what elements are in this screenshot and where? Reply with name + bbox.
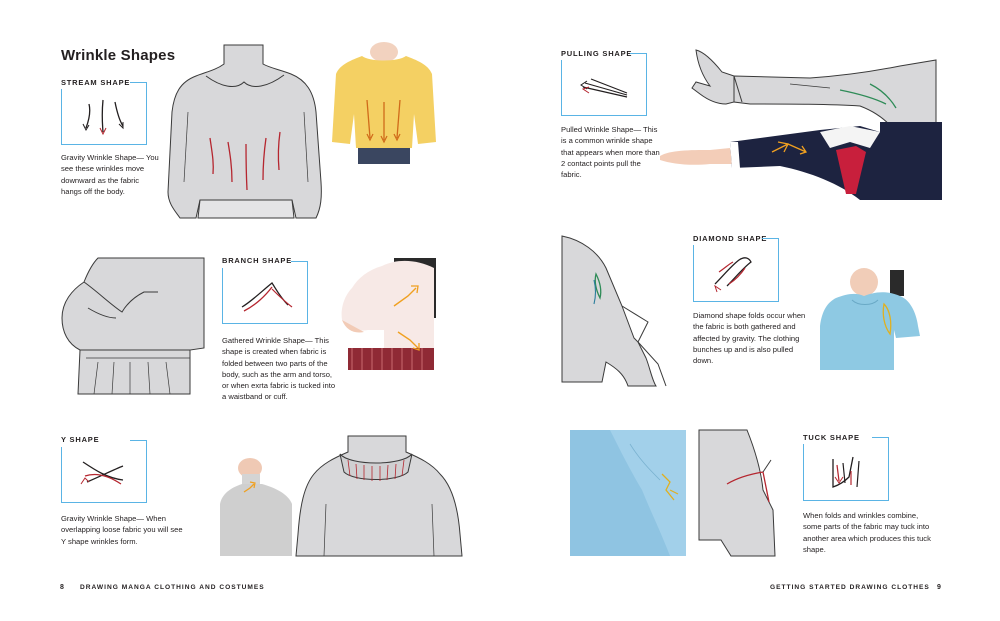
diamond-shape-description: Diamond shape folds occur when the fabric is both gathered and affected by gravity. The clothing bunches up and is also pulled down. [693,311,806,366]
diamond-shape-label: DIAMOND SHAPE [693,234,768,243]
branch-shape-label: BRANCH SHAPE [222,256,293,265]
right-page-number: 9 [937,584,941,591]
pulling-shape-description: Pulled Wrinkle Shape— This is a common wrinkle shape that appears when more than 2 contact points pull the fabric. [561,125,660,180]
tuck-shape-description: When folds and wrinkles combine, some parts of the fabric may tuck into another area which produces this tuck shape. [803,511,931,554]
right-running-title: GETTING STARTED DRAWING CLOTHES [770,584,930,591]
turtleneck-sketch [296,434,462,556]
gray-sweater-photo [220,460,292,556]
left-page-number: 8 [60,584,64,591]
white-shirt-photo [338,258,436,370]
stream-shape-icon [61,82,147,145]
tuck-sketch [697,430,777,556]
yellow-shirt-photo [332,44,436,164]
y-shape-description: Gravity Wrinkle Shape— When overlapping loose fabric you will see Y shape wrinkles form. [61,514,183,546]
branch-shape-icon [222,261,308,324]
pulling-shape-icon [561,53,647,116]
hoodie-sketch [166,42,326,222]
pulling-shape-label: PULLING SHAPE [561,49,633,58]
branch-shape-description: Gathered Wrinkle Shape— This shape is created when fabric is folded between two parts of the body, such as the arm and torso, or when exrta fabric is tucked into a waistband or cuff. [222,336,336,402]
diamond-shape-icon [693,238,779,302]
arm-waist-sketch [58,252,208,394]
page-title: Wrinkle Shapes [61,47,176,64]
blue-tshirt-photo [816,270,920,370]
stream-shape-label: STREAM SHAPE [61,78,131,87]
tuck-shape-label: TUCK SHAPE [803,433,860,442]
y-shape-label: Y SHAPE [61,435,100,444]
left-running-title: DRAWING MANGA CLOTHING AND COSTUMES [80,584,265,591]
blue-underarm-photo [570,430,686,556]
y-shape-icon [61,440,147,503]
tuck-shape-icon [803,437,889,501]
stream-shape-description: Gravity Wrinkle Shape— You see these wrinkles move downward as the fabric hangs off the body. [61,153,159,196]
sailor-uniform-photo [660,122,942,200]
sleeve-sketch [562,232,684,386]
